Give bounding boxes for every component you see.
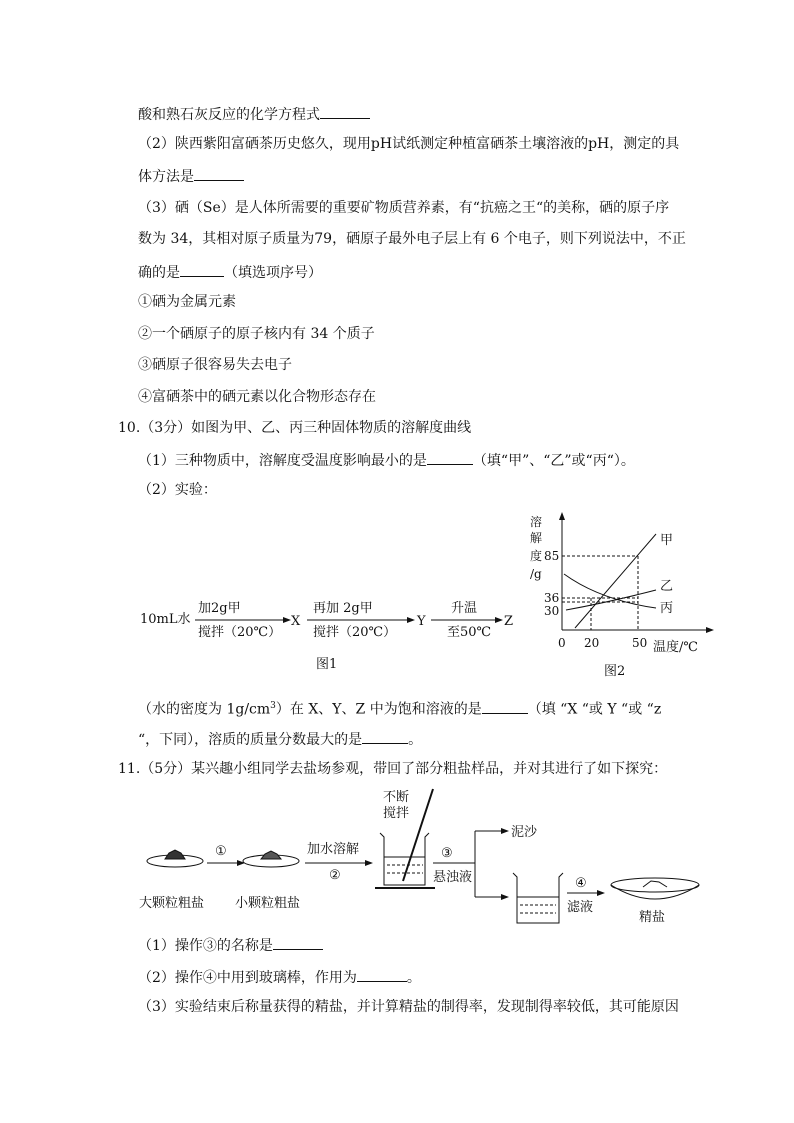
figure-2-solubility-chart [520, 510, 720, 685]
mud-label: 泥沙 [511, 825, 538, 840]
curve-yi [566, 590, 656, 610]
arrow-3-head [495, 617, 503, 623]
filtrate-label: 滤液 [567, 900, 594, 915]
figure-1-caption: 图1 [316, 657, 338, 672]
series-label-bing: 丙 [660, 601, 674, 616]
text-line-2: （2）陕西紫阳富硒茶历史悠久，现用pH试纸测定种植富硒茶土壤溶液的pH，测定的具 [138, 136, 680, 152]
step2-bottom-label: 搅拌（20℃） [313, 625, 397, 640]
branch-up-head [501, 828, 509, 834]
z-label: Z [504, 614, 514, 629]
text-line-6 [138, 262, 322, 282]
x-tick-0: 0 [558, 636, 566, 650]
option-3: ③硒原子很容易失去电子 [138, 357, 292, 373]
step-3-label: ③ [441, 846, 453, 861]
line-text: （1）操作③的名称是 [138, 938, 273, 954]
suspension-label: 悬浊液 [433, 870, 473, 885]
step2-top-label: 再加 2g甲 [313, 601, 373, 616]
question-10-part-3 [138, 697, 661, 719]
series-label-jia: 甲 [660, 533, 674, 548]
x-axis-label: 温度/℃ [653, 640, 698, 655]
step1-bottom-label: 搅拌（20℃） [198, 625, 282, 640]
question-11-part-2 [138, 967, 421, 987]
line-text: （填 “X “或 Y “或 “z [527, 701, 662, 718]
line-text: 体方法是 [138, 169, 194, 185]
answer-blank[interactable] [194, 166, 244, 181]
y-tick-85: 85 [544, 549, 560, 563]
question-11-part-1 [138, 935, 323, 955]
x-label: X [291, 614, 301, 629]
curve-jia [575, 534, 656, 628]
answer-blank[interactable] [482, 699, 528, 714]
answer-blank[interactable] [273, 935, 323, 950]
big-salt-label: 大颗粒粗盐 [139, 896, 205, 911]
step-4-label: ④ [575, 876, 587, 891]
y-axis-label-2: 解 [530, 531, 543, 545]
line-text: （水的密度为 1g/cm [138, 701, 271, 718]
arrow-2-head [407, 617, 415, 623]
line-text: “，下同），溶质的质量分数最大的是 [138, 732, 363, 748]
big-salt-pile [165, 850, 185, 859]
y-tick-30: 30 [544, 604, 560, 618]
line-text: （填选项序号） [224, 265, 322, 281]
figure-3-salt-process [135, 785, 700, 930]
line-text: （2）操作④中用到玻璃棒，作用为 [138, 970, 357, 986]
y-axis-label-4: /g [530, 567, 542, 581]
y-tick-36: 36 [544, 591, 560, 605]
question-10-part-4 [138, 729, 422, 749]
arrow-step-4-head [597, 890, 605, 896]
step1-top-label: 加2g甲 [198, 601, 241, 616]
question-10-part-1 [138, 450, 635, 470]
y-label: Y [417, 614, 426, 629]
dissolve-label: 加水溶解 [307, 842, 360, 857]
figure-2-caption: 图2 [604, 664, 626, 679]
answer-blank[interactable] [362, 729, 408, 744]
series-label-yi: 乙 [660, 579, 674, 594]
y-axis-label-1: 溶 [530, 515, 543, 529]
x-axis-arrow [706, 627, 714, 633]
beaker-2 [513, 873, 563, 923]
branch-down-head [501, 894, 509, 900]
line-text: 。 [408, 732, 423, 748]
option-1: ①硒为金属元素 [138, 294, 236, 310]
answer-blank[interactable] [320, 104, 370, 119]
line-text: 确的是 [138, 265, 180, 281]
x-tick-20: 20 [584, 636, 600, 650]
answer-blank[interactable] [357, 967, 407, 982]
stir-label-1: 不断 [383, 790, 410, 805]
step3-bottom-label: 至50℃ [447, 625, 492, 640]
option-2: ②一个硒原子的原子核内有 34 个质子 [138, 326, 375, 342]
text-line-5: 数为 34，其相对原子质量为79，硒原子最外电子层上有 6 个电子，则下列说法中，不正 [138, 231, 686, 247]
superscript: 3 [270, 701, 276, 711]
step-2-label: ② [329, 868, 341, 883]
text-line-1 [138, 104, 370, 124]
stir-label-2: 搅拌 [383, 806, 410, 821]
x-tick-50: 50 [632, 636, 648, 650]
line-text: 酸和熟石灰反应的化学方程式 [138, 107, 320, 123]
curve-bing [564, 574, 656, 608]
question-10-part-2: （2）实验： [138, 482, 217, 498]
text-line-3 [138, 166, 244, 186]
figure-1-flow [135, 590, 530, 645]
fine-salt-pile [643, 881, 667, 887]
answer-blank[interactable] [427, 450, 473, 465]
line-text: 。 [406, 970, 421, 986]
small-salt-label: 小颗粒粗盐 [235, 896, 301, 911]
line-text: （填“甲”、“乙”或“丙“）。 [472, 453, 635, 469]
question-10-title: 10.（3分）如图为甲、乙、丙三种固体物质的溶解度曲线 [118, 420, 472, 436]
line-text: ）在 X、Y、Z 中为饱和溶液的是 [275, 701, 482, 718]
option-4: ④富硒茶中的硒元素以化合物形态存在 [138, 389, 376, 405]
text-line-4: （3）硒（Se）是人体所需要的重要矿物质营养素，有“抗癌之王“的美称，硒的原子序 [138, 200, 670, 216]
start-label: 10mL水 [140, 612, 191, 627]
line-text: （1）三种物质中，溶解度受温度影响最小的是 [138, 453, 427, 469]
answer-blank[interactable] [180, 262, 224, 277]
arrow-1-head [283, 617, 291, 623]
arrow-step-2-head [365, 860, 373, 866]
question-11-title: 11.（5分）某兴趣小组同学去盐场参观，带回了部分粗盐样品，并对其进行了如下探究： [118, 761, 668, 777]
evaporating-dish-rim [611, 878, 699, 892]
fine-salt-label: 精盐 [639, 910, 666, 925]
step-1-label: ① [215, 844, 227, 859]
small-salt-pile [261, 851, 281, 859]
question-11-part-3: （3）实验结束后称量获得的精盐，并计算精盐的制得率，发现制得率较低，其可能原因 [138, 999, 679, 1015]
y-axis-label-3: 度 [530, 549, 543, 563]
y-axis-arrow [559, 512, 565, 520]
step3-top-label: 升温 [451, 601, 478, 616]
